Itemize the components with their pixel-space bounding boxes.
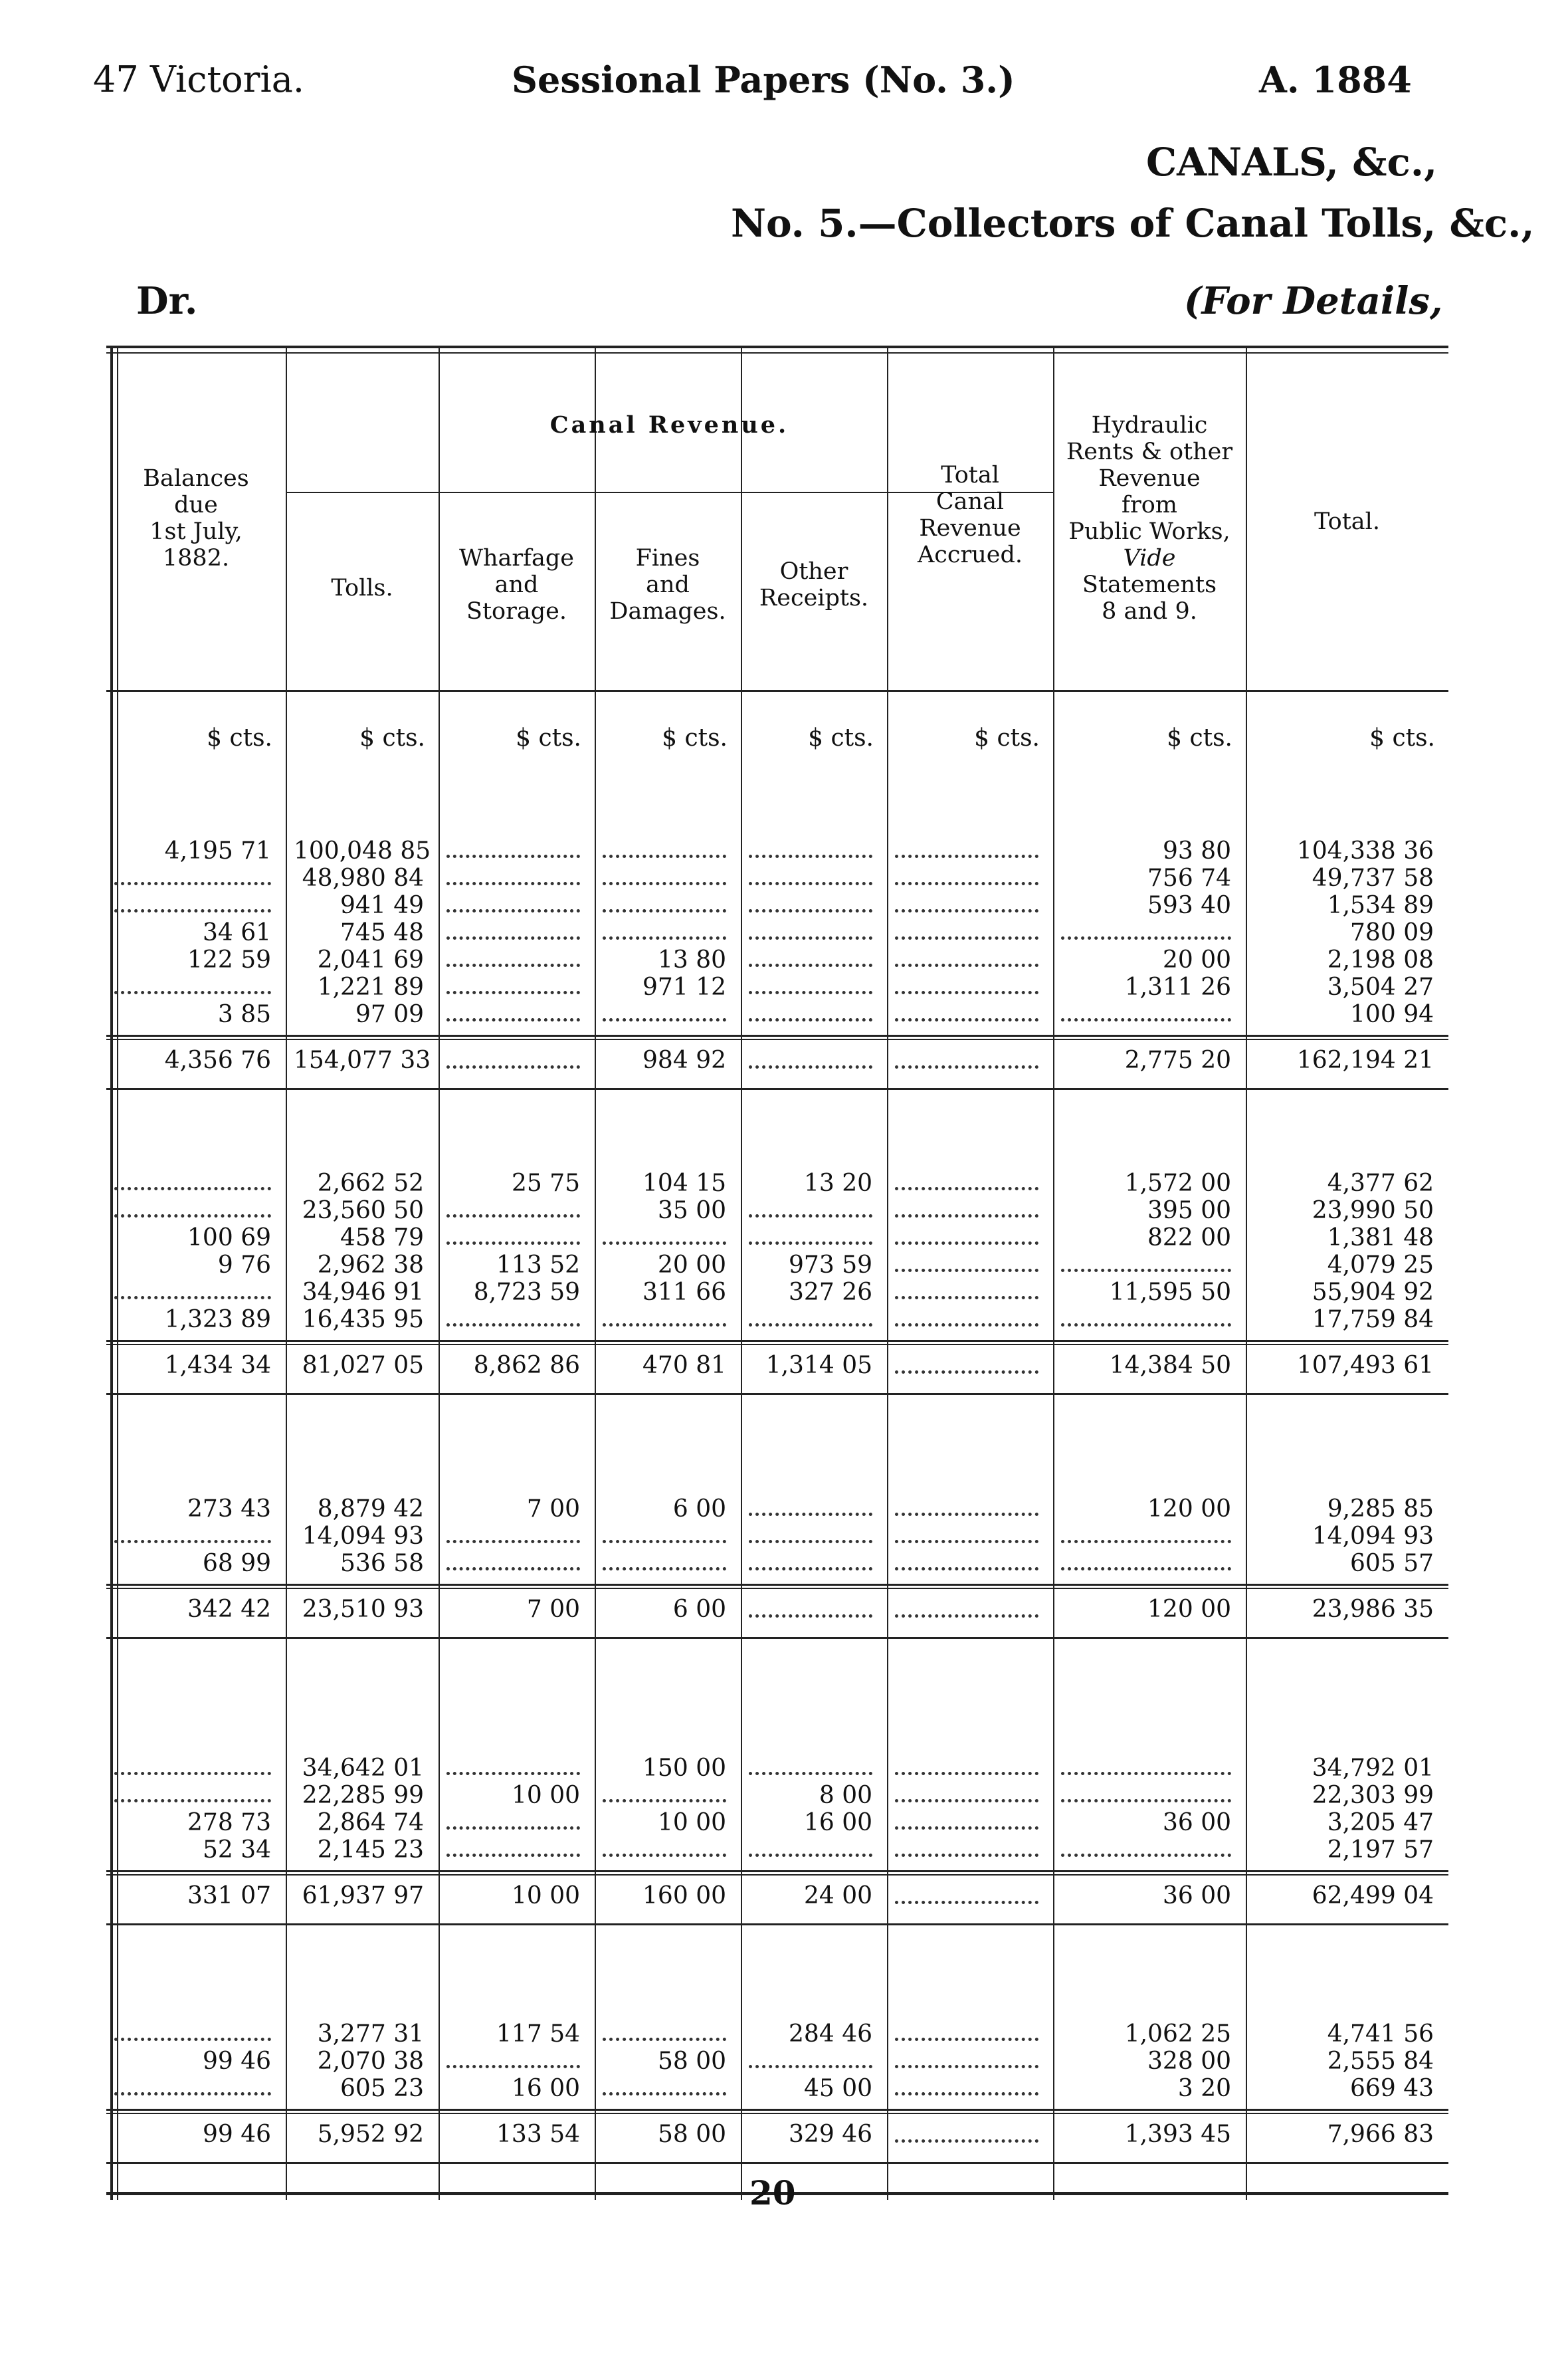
table-cell: 34,792 01 bbox=[1312, 1755, 1434, 1782]
table-cell: 1,534 89 bbox=[1327, 892, 1434, 919]
dotted-leader bbox=[895, 1567, 1038, 1570]
unit-label: $ cts. bbox=[1369, 724, 1435, 752]
subtotal-rule bbox=[106, 1344, 1448, 1345]
dotted-leader bbox=[446, 1854, 580, 1857]
table-cell: 100 69 bbox=[187, 1224, 271, 1251]
dotted-leader bbox=[446, 936, 580, 940]
table-cell: 97 09 bbox=[355, 1001, 424, 1028]
table-cell: 2,662 52 bbox=[317, 1170, 424, 1197]
dotted-leader bbox=[1061, 1854, 1231, 1857]
dotted-leader bbox=[749, 1614, 872, 1618]
dotted-leader bbox=[603, 1323, 726, 1327]
dotted-leader bbox=[446, 1214, 580, 1218]
dotted-leader bbox=[114, 1187, 271, 1190]
dotted-leader bbox=[446, 2065, 580, 2068]
table-cell: 9,285 85 bbox=[1327, 1495, 1434, 1523]
dotted-leader bbox=[603, 1567, 726, 1570]
table-cell: 120 00 bbox=[1147, 1495, 1231, 1523]
canals-heading: CANALS, &c., bbox=[1146, 140, 1438, 185]
table-cell: 7 00 bbox=[526, 1495, 580, 1523]
table-cell: 6 00 bbox=[672, 1495, 726, 1523]
table-cell: 9 76 bbox=[217, 1251, 271, 1279]
dotted-leader bbox=[895, 1540, 1038, 1543]
dotted-leader bbox=[114, 1772, 271, 1775]
dotted-leader bbox=[114, 1296, 271, 1299]
column-header-tolls bbox=[286, 575, 439, 601]
column-header-line: Other bbox=[779, 558, 848, 585]
dotted-leader bbox=[895, 1241, 1038, 1245]
column-header-line: Accrued. bbox=[918, 542, 1023, 568]
table-cell: 2,864 74 bbox=[317, 1809, 424, 1836]
dotted-leader bbox=[603, 1854, 726, 1857]
dotted-leader bbox=[114, 909, 271, 913]
table-cell: 20 00 bbox=[1162, 946, 1231, 974]
group-total-cell: 7,966 83 bbox=[1327, 2121, 1434, 2148]
dotted-leader bbox=[749, 1018, 872, 1021]
dotted-leader bbox=[446, 855, 580, 858]
dotted-leader bbox=[114, 882, 271, 885]
header-right: A. 1884 bbox=[1259, 58, 1412, 101]
column-header-line: Public Works, bbox=[1068, 518, 1230, 545]
dotted-leader bbox=[895, 1901, 1038, 1904]
column-header-line: Tolls. bbox=[331, 575, 393, 601]
dotted-leader bbox=[895, 1296, 1038, 1299]
group-total-cell: 81,027 05 bbox=[302, 1352, 424, 1379]
dotted-leader bbox=[603, 855, 726, 858]
table-cell: 605 23 bbox=[340, 2075, 424, 2102]
dotted-leader bbox=[1061, 1018, 1231, 1021]
table-cell: 8,723 59 bbox=[473, 1279, 580, 1306]
table-cell: 593 40 bbox=[1147, 892, 1231, 919]
column-header-line: Fines bbox=[635, 545, 700, 572]
table-cell: 745 48 bbox=[340, 919, 424, 946]
dotted-leader bbox=[895, 964, 1038, 967]
group-total-cell: 36 00 bbox=[1162, 1882, 1231, 1909]
group-total-cell: 984 92 bbox=[642, 1047, 726, 1074]
dotted-leader bbox=[895, 2065, 1038, 2068]
table-cell: 395 00 bbox=[1147, 1197, 1231, 1224]
group-total-cell: 107,493 61 bbox=[1296, 1352, 1434, 1379]
subtotal-rule bbox=[106, 1588, 1448, 1589]
table-cell: 780 09 bbox=[1350, 919, 1434, 946]
table-cell: 25 75 bbox=[511, 1170, 580, 1197]
top-rule bbox=[106, 346, 1448, 348]
table-cell: 4,195 71 bbox=[164, 837, 271, 865]
column-rule bbox=[1246, 346, 1247, 2200]
dotted-leader bbox=[603, 909, 726, 913]
table-cell: 13 80 bbox=[657, 946, 726, 974]
table-cell: 113 52 bbox=[496, 1251, 580, 1279]
dotted-leader bbox=[749, 1241, 872, 1245]
table-cell: 99 46 bbox=[202, 2048, 271, 2075]
dotted-leader bbox=[749, 1065, 872, 1069]
dotted-leader bbox=[895, 882, 1038, 885]
column-header-line: and bbox=[646, 572, 690, 598]
group-total-cell: 5,952 92 bbox=[317, 2121, 424, 2148]
table-cell: 1,062 25 bbox=[1124, 2020, 1231, 2048]
group-total-cell: 99 46 bbox=[202, 2121, 271, 2148]
column-header-line: 8 and 9. bbox=[1102, 598, 1197, 625]
group-total-cell: 10 00 bbox=[511, 1882, 580, 1909]
column-rule bbox=[741, 346, 742, 2200]
column-header-total bbox=[1246, 508, 1448, 535]
dotted-leader bbox=[114, 1214, 271, 1218]
table-cell: 22,285 99 bbox=[302, 1782, 424, 1809]
column-header-other bbox=[741, 558, 887, 611]
table-cell: 4,377 62 bbox=[1327, 1170, 1434, 1197]
subtotal-rule bbox=[106, 1870, 1448, 1872]
dotted-leader bbox=[603, 1241, 726, 1245]
dotted-leader bbox=[603, 936, 726, 940]
table-cell: 2,041 69 bbox=[317, 946, 424, 974]
table-cell: 3,504 27 bbox=[1327, 974, 1434, 1001]
column-header-line: and bbox=[494, 572, 539, 598]
table-cell: 941 49 bbox=[340, 892, 424, 919]
table-cell: 328 00 bbox=[1147, 2048, 1231, 2075]
dotted-leader bbox=[1061, 1772, 1231, 1775]
group-total-cell: 6 00 bbox=[672, 1596, 726, 1623]
column-rule bbox=[110, 346, 113, 2200]
dotted-leader bbox=[446, 1826, 580, 1830]
dotted-leader bbox=[895, 2038, 1038, 2041]
statement-title: No. 5.—Collectors of Canal Tolls, &c., bbox=[731, 201, 1535, 246]
subtotal-rule bbox=[106, 2109, 1448, 2111]
group-end-rule bbox=[106, 1393, 1448, 1395]
dotted-leader bbox=[895, 1513, 1038, 1516]
table-cell: 100,048 85 bbox=[294, 837, 431, 865]
column-header-hydraulic bbox=[1053, 412, 1246, 625]
dotted-leader bbox=[749, 1323, 872, 1327]
group-total-cell: 23,986 35 bbox=[1312, 1596, 1434, 1623]
dotted-leader bbox=[895, 991, 1038, 994]
dotted-leader bbox=[114, 2038, 271, 2041]
column-header-line: Rents & other bbox=[1066, 439, 1233, 465]
table-cell: 10 00 bbox=[657, 1809, 726, 1836]
column-header-line: due bbox=[174, 492, 218, 518]
table-cell: 68 99 bbox=[202, 1550, 271, 1577]
table-cell: 311 66 bbox=[642, 1279, 726, 1306]
table-cell: 3,205 47 bbox=[1327, 1809, 1434, 1836]
group-total-cell: 7 00 bbox=[526, 1596, 580, 1623]
table-cell: 16 00 bbox=[511, 2075, 580, 2102]
dotted-leader bbox=[1061, 1269, 1231, 1272]
dotted-leader bbox=[895, 1018, 1038, 1021]
column-header-line: Storage. bbox=[466, 598, 567, 625]
table-cell: 34,642 01 bbox=[302, 1755, 424, 1782]
subtotal-rule bbox=[106, 1584, 1448, 1586]
group-total-cell: 4,356 76 bbox=[164, 1047, 271, 1074]
table-cell: 22,303 99 bbox=[1312, 1782, 1434, 1809]
table-cell: 2,070 38 bbox=[317, 2048, 424, 2075]
column-header-wharfage bbox=[439, 545, 595, 625]
dotted-leader bbox=[895, 2092, 1038, 2095]
table-cell: 11,595 50 bbox=[1109, 1279, 1231, 1306]
table-cell: 117 54 bbox=[496, 2020, 580, 2048]
table-cell: 14,094 93 bbox=[1312, 1523, 1434, 1550]
dotted-leader bbox=[1061, 1567, 1231, 1570]
canal-revenue-heading: Canal Revenue. bbox=[549, 411, 789, 439]
table-cell: 93 80 bbox=[1162, 837, 1231, 865]
unit-label: $ cts. bbox=[808, 724, 874, 752]
group-total-cell: 1,434 34 bbox=[164, 1352, 271, 1379]
subtotal-rule bbox=[106, 1340, 1448, 1342]
dotted-leader bbox=[446, 991, 580, 994]
table-cell: 45 00 bbox=[803, 2075, 872, 2102]
dotted-leader bbox=[895, 1370, 1038, 1374]
table-cell: 16 00 bbox=[803, 1809, 872, 1836]
dotted-leader bbox=[749, 1772, 872, 1775]
header-left: 47 Victoria. bbox=[93, 58, 305, 100]
column-header-line: Total bbox=[941, 462, 999, 488]
dotted-leader bbox=[895, 1187, 1038, 1190]
dotted-leader bbox=[895, 2139, 1038, 2143]
table-cell: 13 20 bbox=[803, 1170, 872, 1197]
top-rule bbox=[106, 352, 1448, 354]
dotted-leader bbox=[603, 1540, 726, 1543]
table-cell: 8 00 bbox=[819, 1782, 872, 1809]
subtotal-rule bbox=[106, 1039, 1448, 1040]
dotted-leader bbox=[446, 1540, 580, 1543]
table-cell: 23,990 50 bbox=[1312, 1197, 1434, 1224]
table-cell: 1,381 48 bbox=[1327, 1224, 1434, 1251]
table-cell: 2,962 38 bbox=[317, 1251, 424, 1279]
dotted-leader bbox=[446, 964, 580, 967]
table-cell: 16,435 95 bbox=[302, 1306, 424, 1333]
dotted-leader bbox=[114, 1540, 271, 1543]
dotted-leader bbox=[895, 1065, 1038, 1069]
table-cell: 971 12 bbox=[642, 974, 726, 1001]
table-cell: 34 61 bbox=[202, 919, 271, 946]
dotted-leader bbox=[749, 1513, 872, 1516]
table-cell: 36 00 bbox=[1162, 1809, 1231, 1836]
column-header-line: Revenue bbox=[1098, 465, 1201, 492]
table-cell: 458 79 bbox=[340, 1224, 424, 1251]
group-total-cell: 331 07 bbox=[187, 1882, 271, 1909]
table-cell: 273 43 bbox=[187, 1495, 271, 1523]
unit-label: $ cts. bbox=[516, 724, 581, 752]
table-cell: 8,879 42 bbox=[317, 1495, 424, 1523]
dotted-leader bbox=[1061, 1540, 1231, 1543]
table-cell: 284 46 bbox=[789, 2020, 872, 2048]
dotted-leader bbox=[1061, 1799, 1231, 1802]
unit-label: $ cts. bbox=[974, 724, 1040, 752]
unit-label: $ cts. bbox=[359, 724, 425, 752]
subtotal-rule bbox=[106, 2113, 1448, 2114]
column-header-line: Revenue bbox=[919, 515, 1021, 542]
group-total-cell: 470 81 bbox=[642, 1352, 726, 1379]
details-note: (For Details, bbox=[1184, 279, 1443, 323]
table-cell: 17,759 84 bbox=[1312, 1306, 1434, 1333]
table-cell: 822 00 bbox=[1147, 1224, 1231, 1251]
column-header-line: Damages. bbox=[609, 598, 726, 625]
table-cell: 1,311 26 bbox=[1124, 974, 1231, 1001]
group-total-cell: 1,393 45 bbox=[1124, 2121, 1231, 2148]
group-total-cell: 61,937 97 bbox=[302, 1882, 424, 1909]
column-header-line: Hydraulic bbox=[1091, 412, 1208, 439]
dotted-leader bbox=[114, 991, 271, 994]
dotted-leader bbox=[749, 882, 872, 885]
table-cell: 2,145 23 bbox=[317, 1836, 424, 1864]
table-cell: 52 34 bbox=[202, 1836, 271, 1864]
dotted-leader bbox=[446, 1772, 580, 1775]
dotted-leader bbox=[446, 909, 580, 913]
group-total-cell: 133 54 bbox=[496, 2121, 580, 2148]
group-total-cell: 62,499 04 bbox=[1312, 1882, 1434, 1909]
group-end-rule bbox=[106, 1923, 1448, 1925]
dotted-leader bbox=[895, 909, 1038, 913]
debit-label: Dr. bbox=[136, 279, 198, 323]
dotted-leader bbox=[895, 1799, 1038, 1802]
group-total-cell: 14,384 50 bbox=[1109, 1352, 1231, 1379]
table-cell: 35 00 bbox=[657, 1197, 726, 1224]
table-cell: 1,323 89 bbox=[164, 1306, 271, 1333]
group-total-cell: 154,077 33 bbox=[294, 1047, 431, 1074]
dotted-leader bbox=[895, 1323, 1038, 1327]
dotted-leader bbox=[114, 1799, 271, 1802]
table-cell: 55,904 92 bbox=[1312, 1279, 1434, 1306]
table-cell: 4,741 56 bbox=[1327, 2020, 1434, 2048]
unit-label: $ cts. bbox=[662, 724, 728, 752]
group-total-cell: 8,862 86 bbox=[473, 1352, 580, 1379]
group-total-cell: 1,314 05 bbox=[765, 1352, 872, 1379]
column-header-line: Statements bbox=[1082, 572, 1217, 598]
group-total-cell: 2,775 20 bbox=[1124, 1047, 1231, 1074]
table-cell: 10 00 bbox=[511, 1782, 580, 1809]
ledger-table bbox=[106, 346, 1448, 2200]
dotted-leader bbox=[749, 909, 872, 913]
table-cell: 278 73 bbox=[187, 1809, 271, 1836]
table-cell: 20 00 bbox=[657, 1251, 726, 1279]
dotted-leader bbox=[895, 1614, 1038, 1618]
group-total-cell: 23,510 93 bbox=[302, 1596, 424, 1623]
dotted-leader bbox=[749, 1214, 872, 1218]
group-end-rule bbox=[106, 1637, 1448, 1639]
dotted-leader bbox=[749, 964, 872, 967]
dotted-leader bbox=[114, 2092, 271, 2095]
dotted-leader bbox=[446, 1065, 580, 1069]
dotted-leader bbox=[446, 882, 580, 885]
group-total-cell: 58 00 bbox=[657, 2121, 726, 2148]
dotted-leader bbox=[749, 1854, 872, 1857]
group-end-rule bbox=[106, 2162, 1448, 2164]
dotted-leader bbox=[895, 1826, 1038, 1830]
column-header-line: Receipts. bbox=[759, 585, 869, 611]
table-cell: 2,555 84 bbox=[1327, 2048, 1434, 2075]
group-total-cell: 160 00 bbox=[642, 1882, 726, 1909]
table-cell: 100 94 bbox=[1350, 1001, 1434, 1028]
header-bottom-rule bbox=[106, 690, 1448, 692]
dotted-leader bbox=[749, 1540, 872, 1543]
group-total-cell: 24 00 bbox=[803, 1882, 872, 1909]
dotted-leader bbox=[603, 1799, 726, 1802]
dotted-leader bbox=[895, 1269, 1038, 1272]
dotted-leader bbox=[603, 2038, 726, 2041]
dotted-leader bbox=[749, 936, 872, 940]
dotted-leader bbox=[603, 882, 726, 885]
column-header-line: 1st July, bbox=[149, 518, 243, 545]
dotted-leader bbox=[895, 1214, 1038, 1218]
dotted-leader bbox=[749, 991, 872, 994]
table-cell: 14,094 93 bbox=[302, 1523, 424, 1550]
table-cell: 1,221 89 bbox=[317, 974, 424, 1001]
dotted-leader bbox=[895, 1854, 1038, 1857]
table-cell: 3 85 bbox=[217, 1001, 271, 1028]
subtotal-rule bbox=[106, 1035, 1448, 1037]
column-rule bbox=[887, 346, 888, 2200]
dotted-leader bbox=[446, 1018, 580, 1021]
dotted-leader bbox=[895, 1772, 1038, 1775]
column-header-balances bbox=[106, 465, 286, 572]
table-cell: 3,277 31 bbox=[317, 2020, 424, 2048]
dotted-leader bbox=[895, 855, 1038, 858]
group-total-cell: 342 42 bbox=[187, 1596, 271, 1623]
table-cell: 150 00 bbox=[642, 1755, 726, 1782]
table-cell: 2,197 57 bbox=[1327, 1836, 1434, 1864]
table-cell: 1,572 00 bbox=[1124, 1170, 1231, 1197]
column-header-line: from bbox=[1122, 492, 1177, 518]
group-total-cell: 162,194 21 bbox=[1296, 1047, 1434, 1074]
column-header-line: Balances bbox=[143, 465, 249, 492]
dotted-leader bbox=[1061, 936, 1231, 940]
table-cell: 122 59 bbox=[187, 946, 271, 974]
unit-label: $ cts. bbox=[207, 724, 272, 752]
table-cell: 756 74 bbox=[1147, 865, 1231, 892]
column-header-line: Canal bbox=[935, 488, 1005, 515]
page-number: 20 bbox=[749, 2173, 796, 2212]
table-cell: 669 43 bbox=[1350, 2075, 1434, 2102]
dotted-leader bbox=[446, 1323, 580, 1327]
table-cell: 605 57 bbox=[1350, 1550, 1434, 1577]
column-header-line: Vide bbox=[1123, 545, 1176, 572]
dotted-leader bbox=[749, 855, 872, 858]
table-cell: 104,338 36 bbox=[1296, 837, 1434, 865]
table-cell: 34,946 91 bbox=[302, 1279, 424, 1306]
dotted-leader bbox=[446, 1241, 580, 1245]
table-cell: 23,560 50 bbox=[302, 1197, 424, 1224]
table-cell: 48,980 84 bbox=[302, 865, 424, 892]
header-center: Sessional Papers (No. 3.) bbox=[512, 58, 1015, 101]
group-total-cell: 120 00 bbox=[1147, 1596, 1231, 1623]
column-rule bbox=[286, 346, 287, 2200]
column-header-line: 1882. bbox=[162, 545, 230, 572]
table-cell: 58 00 bbox=[657, 2048, 726, 2075]
table-cell: 3 20 bbox=[1177, 2075, 1231, 2102]
table-cell: 104 15 bbox=[642, 1170, 726, 1197]
unit-label: $ cts. bbox=[1167, 724, 1232, 752]
table-cell: 973 59 bbox=[789, 1251, 872, 1279]
group-total-cell: 329 46 bbox=[789, 2121, 872, 2148]
dotted-leader bbox=[895, 936, 1038, 940]
dotted-leader bbox=[1061, 1323, 1231, 1327]
table-cell: 536 58 bbox=[340, 1550, 424, 1577]
column-header-line: Wharfage bbox=[458, 545, 575, 572]
column-header-line: Total. bbox=[1314, 508, 1380, 535]
subtotal-rule bbox=[106, 1874, 1448, 1876]
column-header-fines bbox=[595, 545, 741, 625]
dotted-leader bbox=[603, 2092, 726, 2095]
dotted-leader bbox=[603, 1018, 726, 1021]
table-cell: 327 26 bbox=[789, 1279, 872, 1306]
table-cell: 49,737 58 bbox=[1312, 865, 1434, 892]
column-header-total-canal bbox=[887, 462, 1053, 568]
dotted-leader bbox=[446, 1567, 580, 1570]
dotted-leader bbox=[749, 1567, 872, 1570]
table-cell: 4,079 25 bbox=[1327, 1251, 1434, 1279]
dotted-leader bbox=[749, 2065, 872, 2068]
group-end-rule bbox=[106, 1088, 1448, 1090]
table-cell: 2,198 08 bbox=[1327, 946, 1434, 974]
